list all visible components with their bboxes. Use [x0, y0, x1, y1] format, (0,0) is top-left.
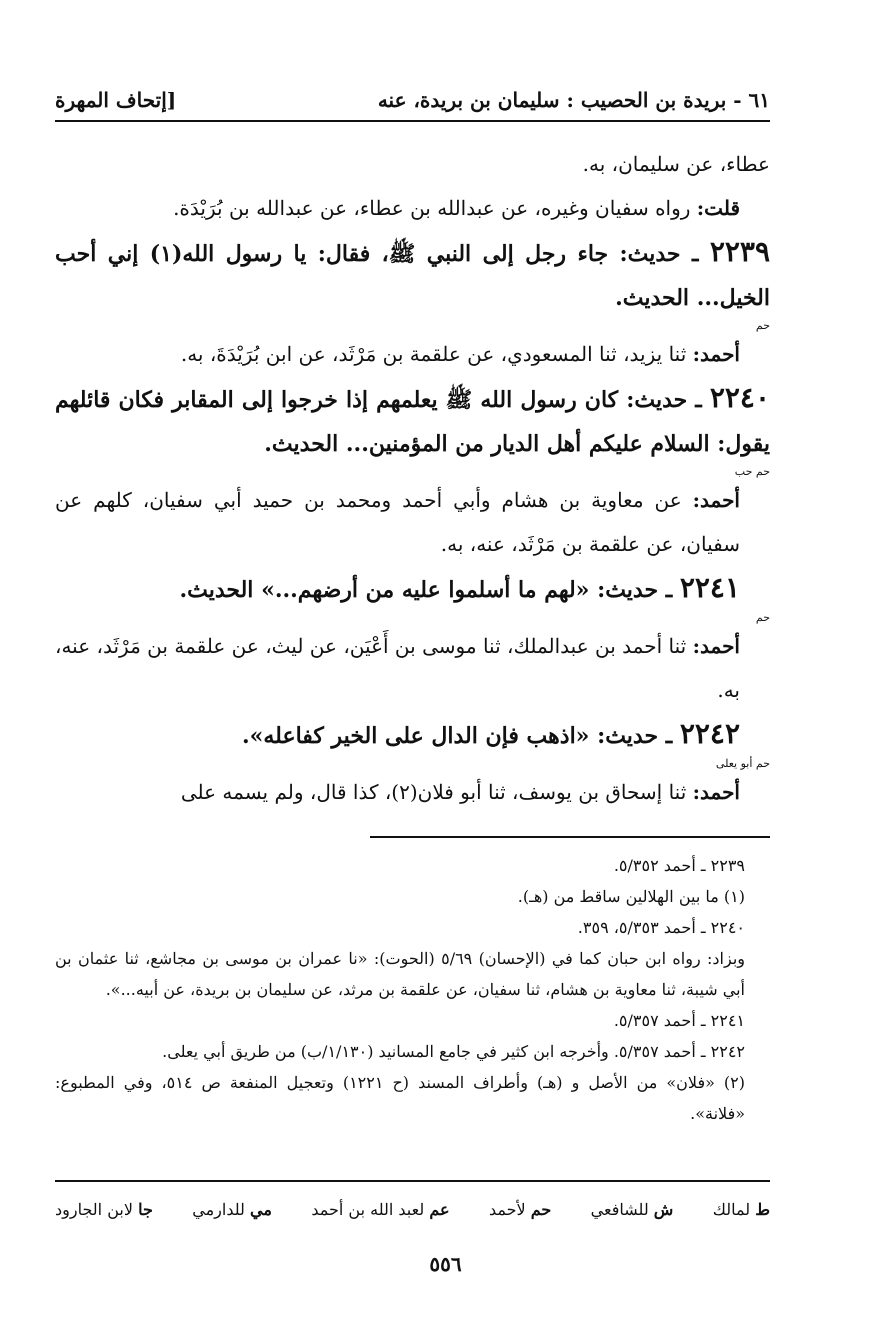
hadith-number: ٢٢٣٩ [709, 235, 770, 268]
source-sigla: حم [755, 611, 770, 624]
hadith-text: ـ حديث: كان رسول الله ﷺ يعلمهم إذا خرجوا إلى المقابر فكان قائلهم يقول: السلام عليكم أهل الديار من المؤمنين... الحديث. [55, 387, 770, 457]
hadith-text: ـ حديث: جاء رجل إلى النبي ﷺ، فقال: يا رسول الله(١) إني أحب الخيل... الحديث. [55, 241, 770, 311]
abbreviation-item: عم لعبد الله بن أحمد [311, 1200, 450, 1219]
isnad-text: ثنا إسحاق بن يوسف، ثنا أبو فلان(٢)، كذا قال، ولم يسمه على [180, 780, 693, 804]
hadith-number: ٢٢٤٢ [679, 717, 740, 750]
source-sigla: حم حب [734, 465, 770, 478]
isnad-text: عن معاوية بن هشام وأبي أحمد ومحمد بن حميد أبي سفيان، كلهم عن سفيان، عن علقمة بن مَرْثَد، عنه، به. [55, 488, 740, 556]
footnote: (١) ما بين الهلالين ساقط من (هـ). [517, 887, 745, 906]
abbreviation-item: جا لابن الجارود [55, 1200, 153, 1219]
footnotes [55, 850, 770, 1129]
isnad-2239 [55, 332, 770, 376]
abbreviation-rule [55, 1180, 770, 1182]
footnote: ٢٢٣٩ ـ أحمد ٥/٣٥٢. [613, 856, 745, 875]
abbreviation-item: حم لأحمد [488, 1200, 552, 1219]
hadith-number: ٢٢٤٠ [709, 381, 770, 414]
header-chapter-title: ٦١ - بريدة بن الحصيب : سليمان بن بريدة، عنه [377, 88, 770, 112]
footnote: وبزاد: رواه ابن حبان كما في (الإحسان) ٥/٦٩ (الحوت): «نا عمران بن موسى بن مجاشع، ثنا عثمان بن أبي شيبة، ثنا معاوية بن هشام، ثنا سفيان، عن علقمة بن مرثد، عن سليمان بن بريدة، عن أبيه...». [55, 949, 746, 999]
hadith-text: ـ حديث: «لهم ما أسلموا عليه من أرضهم...» الحديث. [179, 577, 680, 603]
hadith-number: ٢٢٤١ [679, 571, 740, 604]
isnad-2242 [55, 770, 770, 814]
page [55, 80, 770, 1129]
footnote: (٢) «فلان» من الأصل و (هـ) وأطراف المسند (ح ١٢٢١) وتعجيل المنفعة ص ٥١٤، وفي المطبوع: «فلانة». [55, 1073, 746, 1123]
source-sigla: حم [755, 319, 770, 332]
qult-text: رواه سفيان وغيره، عن عبدالله بن عطاء، عن عبدالله بن بُرَيْدَة. [173, 196, 697, 220]
footnote-rule [370, 836, 770, 838]
footnote: ٢٢٤٠ ـ أحمد ٥/٣٥٣، ٣٥٩. [577, 918, 745, 937]
abbreviation-key [55, 1180, 770, 1219]
abbreviation-item: مي للدارمي [192, 1200, 272, 1219]
isnad-label: أحمد: [692, 780, 740, 804]
isnad-label: أحمد: [692, 488, 740, 512]
running-header [55, 80, 770, 120]
isnad-label: أحمد: [692, 634, 740, 658]
main-text [55, 122, 770, 814]
qult-label: قلت: [696, 196, 740, 220]
text-line: عطاء، عن سليمان، به. [582, 152, 770, 176]
isnad-text: ثنا يزيد، ثنا المسعودي، عن علقمة بن مَرْثَد، عن ابن بُرَيْدَةَ، به. [180, 342, 693, 366]
abbreviation-item: ش للشافعي [590, 1200, 674, 1219]
hadith-2240 [55, 376, 770, 466]
isnad-text: ثنا أحمد بن عبدالملك، ثنا موسى بن أَعْيَن، عن ليث، عن علقمة بن مَرْثَد، عنه، به. [55, 634, 740, 702]
footnote: ٢٢٤٢ ـ أحمد ٥/٣٥٧. وأخرجه ابن كثير في جامع المسانيد (١/١٣٠/ب) من طريق أبي يعلى. [162, 1042, 745, 1061]
isnad-2240 [55, 478, 770, 566]
abbreviation-item: ط لمالك [712, 1200, 770, 1219]
hadith-2241 [55, 566, 770, 612]
header-book-title: [إتحاف المهرة [55, 88, 177, 112]
isnad-label: أحمد: [692, 342, 740, 366]
footnote: ٢٢٤١ ـ أحمد ٥/٣٥٧. [613, 1011, 745, 1030]
isnad-2241 [55, 624, 770, 712]
page-number: ٥٥٦ [429, 1252, 462, 1276]
hadith-text: ـ حديث: «اذهب فإن الدال على الخير كفاعله». [241, 723, 680, 749]
source-sigla: حم أبو يعلى [715, 757, 770, 770]
hadith-2242 [55, 712, 770, 758]
hadith-2239 [55, 230, 770, 320]
qult-paragraph [55, 186, 770, 230]
